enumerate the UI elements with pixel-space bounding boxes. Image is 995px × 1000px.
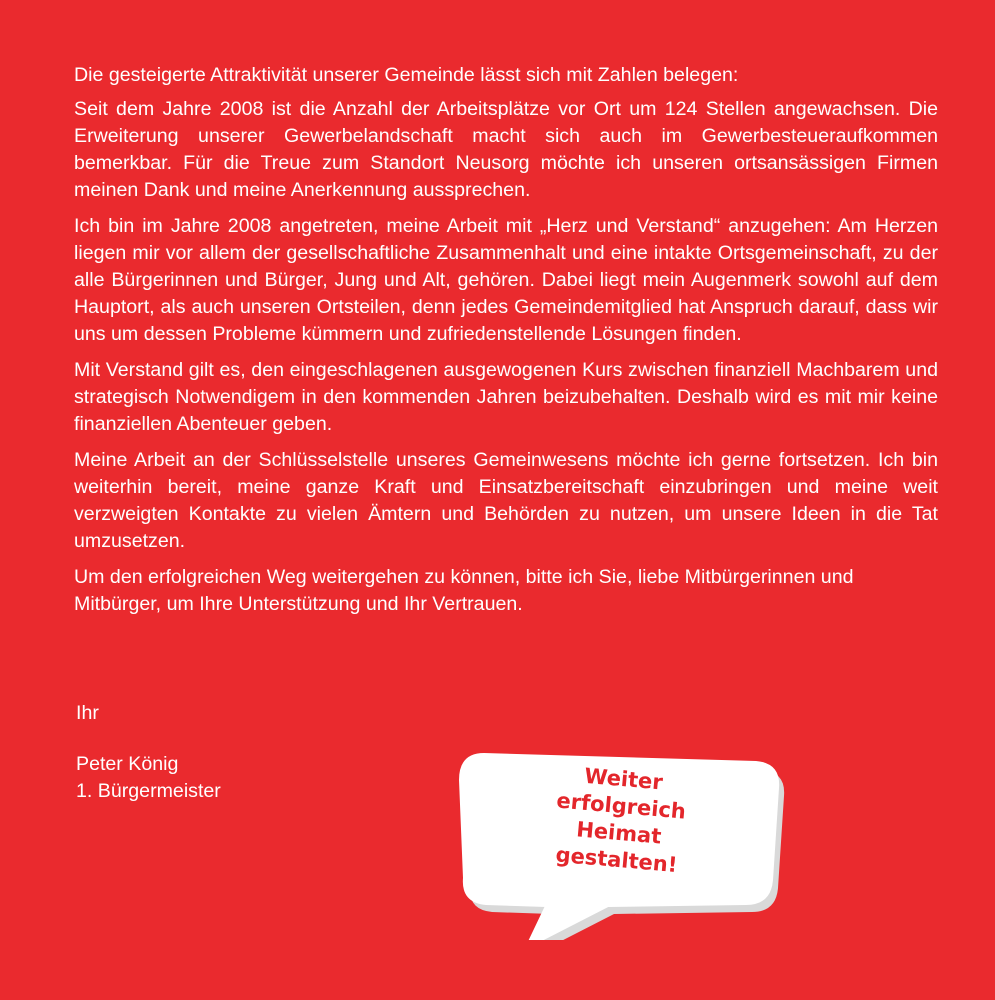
paragraph-continue-work: Meine Arbeit an der Schlüsselstelle unseres Gemeinwesens möchte ich gerne fortsetzen. Ich bin weiterhin bereit, meine ganze Kraft und Einsatzbereitschaft einzubringen und meine weit verzweigten Kontakte zu vielen Ämtern und Behörden zu nutzen, um unsere Ideen in die Tat umzusetzen. (74, 449, 938, 552)
signature-title: 1. Bürgermeister (76, 780, 221, 802)
signature-block (76, 751, 221, 805)
paragraph-jobs: Seit dem Jahre 2008 ist die Anzahl der Arbeitsplätze vor Ort um 124 Stellen angewachsen. Die Erweiterung unserer Gewerbelandschaft macht sich auch im Gewerbesteueraufkommen bemerkbar. Für die Treue zum Standort Neusorg möchte ich unseren ortsansässigen Firmen meinen Dank und meine Anerkennung aussprechen. (74, 98, 938, 201)
paragraph-appeal: Um den erfolgreichen Weg weitergehen zu können, bitte ich Sie, liebe Mitbürgerinnen und Mitbürger, um Ihre Unterstützung und Ihr Vertrauen. (74, 566, 854, 615)
letter-body (74, 62, 938, 627)
slogan-line-3: Heimat (575, 817, 663, 849)
slogan-line-2: erfolgreich (555, 788, 687, 824)
paragraph-intro: Die gesteigerte Attraktivität unserer Gemeinde lässt sich mit Zahlen belegen: (74, 64, 739, 86)
closing-word: Ihr (76, 702, 99, 724)
paragraph-heart-and-mind: Ich bin im Jahre 2008 angetreten, meine Arbeit mit „Herz und Verstand“ anzugehen: Am Herzen liegen mir vor allem der gesellschaftliche Zusammenhalt und eine intakte Ortsgemeinschaft, zu der alle Bürgerinnen und Bürger, Jung und Alt, gehören. Dabei liegt mein Augenmerk sowohl auf dem Hauptort, als auch unseren Ortsteilen, denn jedes Gemeindemitglied hat Anspruch darauf, dass wir uns um dessen Probleme kümmern und zufriedenstellende Lösungen finden. (74, 215, 938, 345)
signature-name: Peter König (76, 753, 179, 775)
bubble-slogan (541, 760, 700, 881)
slogan-line-4: gestalten! (554, 842, 679, 878)
slogan-line-1: Weiter (583, 763, 664, 795)
paragraph-finances: Mit Verstand gilt es, den eingeschlagenen ausgewogenen Kurs zwischen finanziell Machbarem und strategisch Notwendigem in den kommenden Jahren beizubehalten. Deshalb wird es mit mir keine finanziellen Abenteuer geben. (74, 359, 938, 435)
speech-bubble (440, 740, 790, 940)
